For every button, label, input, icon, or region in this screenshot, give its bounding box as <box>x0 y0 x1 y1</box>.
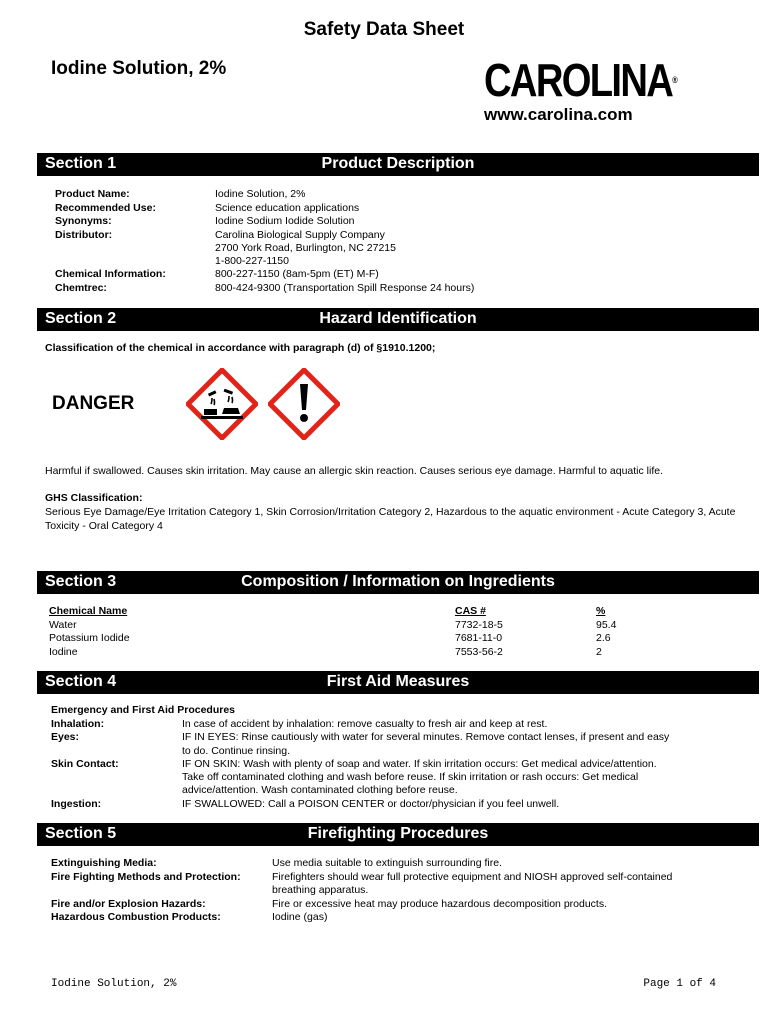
section-1-title: Product Description <box>321 155 475 172</box>
ingredient-percent: 95.4 <box>596 619 617 631</box>
column-header-percent: % <box>596 605 606 617</box>
section-1-header <box>37 153 759 176</box>
signal-word: DANGER <box>52 393 135 414</box>
ingredient-cas: 7553-56-2 <box>455 646 503 658</box>
section-5-header <box>37 823 759 846</box>
section-3-title: Composition / Information on Ingredients <box>241 573 555 590</box>
first-aid-eyes-line2: to do. Continue rinsing. <box>182 745 290 757</box>
ghs-classification-label: GHS Classification: <box>45 492 143 504</box>
section-5-title: Firefighting Procedures <box>307 825 489 842</box>
section-1-number: Section 1 <box>45 155 117 172</box>
label-eyes: Eyes: <box>51 731 80 743</box>
section-4-number: Section 4 <box>45 673 117 690</box>
logo-url: www.carolina.com <box>484 105 633 124</box>
classification-statement: Classification of the chemical in accordance with paragraph (d) of §1910.1200; <box>45 342 436 354</box>
value-chemtrec: 800-424-9300 (Transportation Spill Response 24 hours) <box>215 282 475 294</box>
label-hazardous-combustion: Hazardous Combustion Products: <box>51 911 221 923</box>
footer-page-number: Page 1 of 4 <box>643 978 716 990</box>
value-fire-fighting-line2: breathing apparatus. <box>272 884 369 896</box>
value-synonyms: Iodine Sodium Iodide Solution <box>215 215 355 227</box>
label-chemical-information: Chemical Information: <box>55 268 166 280</box>
ingredient-percent: 2 <box>596 646 602 658</box>
section-3-number: Section 3 <box>45 573 117 590</box>
hazard-statement: Harmful if swallowed. Causes skin irritation. May cause an allergic skin reaction. Causes serious eye damage. Harmful to aquatic life. <box>45 465 664 477</box>
section-2-number: Section 2 <box>45 310 117 327</box>
first-aid-eyes-line1: IF IN EYES: Rinse cautiously with water for several minutes. Remove contact lenses, if present and easy <box>182 731 670 743</box>
label-extinguishing-media: Extinguishing Media: <box>51 857 157 869</box>
value-product-name: Iodine Solution, 2% <box>215 188 306 200</box>
logo-wordmark: CAROLINA <box>484 54 673 106</box>
ghs-classification-text: Serious Eye Damage/Eye Irritation Category 1, Skin Corrosion/Irritation Category 2, Hazardous to the aquatic environment - Acute Category 3, Acute Toxicity - Oral Category 4 <box>45 506 736 532</box>
column-header-cas: CAS # <box>455 605 486 617</box>
section-4-header <box>37 671 759 694</box>
value-distributor-phone: 1-800-227-1150 <box>215 255 289 267</box>
exclamation-icon <box>268 368 340 440</box>
ingredient-cas: 7732-18-5 <box>455 619 503 631</box>
label-distributor: Distributor: <box>55 229 113 241</box>
ingredient-cas: 7681-11-0 <box>455 632 503 644</box>
carolina-logo <box>484 54 678 125</box>
label-fire-explosion-hazards: Fire and/or Explosion Hazards: <box>51 898 206 910</box>
value-fire-fighting-line1: Firefighters should wear full protective equipment and NIOSH approved self-contained <box>272 871 673 883</box>
section-3-header <box>37 571 759 594</box>
first-aid-skin-line2: Take off contaminated clothing and wash before reuse. If skin irritation or rash occurs: Get medical <box>182 771 639 783</box>
label-inhalation: Inhalation: <box>51 718 105 730</box>
label-synonyms: Synonyms: <box>55 215 112 227</box>
value-chemical-information: 800-227-1150 (8am-5pm (ET) M-F) <box>215 268 379 280</box>
ingredient-name: Iodine <box>49 646 78 658</box>
label-chemtrec: Chemtrec: <box>55 282 107 294</box>
value-hazardous-combustion: Iodine (gas) <box>272 911 328 923</box>
product-title: Iodine Solution, 2% <box>51 58 227 79</box>
first-aid-ingestion: IF SWALLOWED: Call a POISON CENTER or doctor/physician if you feel unwell. <box>182 798 560 810</box>
section-2-header <box>37 308 759 331</box>
document-title: Safety Data Sheet <box>303 19 465 40</box>
value-extinguishing-media: Use media suitable to extinguish surrounding fire. <box>272 857 502 869</box>
ingredient-name: Potassium Iodide <box>49 632 130 644</box>
first-aid-skin-line3: advice/attention. Wash contaminated clothing before reuse. <box>182 784 458 796</box>
label-ingestion: Ingestion: <box>51 798 102 810</box>
first-aid-inhalation: In case of accident by inhalation: remove casualty to fresh air and keep at rest. <box>182 718 548 730</box>
section-2-title: Hazard Identification <box>319 310 477 327</box>
corrosion-icon <box>186 368 258 440</box>
first-aid-subtitle: Emergency and First Aid Procedures <box>51 704 236 716</box>
ingredient-percent: 2.6 <box>596 632 611 644</box>
column-header-chemical-name: Chemical Name <box>49 605 128 617</box>
ingredient-name: Water <box>49 619 77 631</box>
value-recommended-use: Science education applications <box>215 202 360 214</box>
section-5-number: Section 5 <box>45 825 117 842</box>
first-aid-skin-line1: IF ON SKIN: Wash with plenty of soap and water. If skin irritation occurs: Get medical advice/attention. <box>182 758 657 770</box>
value-fire-explosion-hazards: Fire or excessive heat may produce hazardous decomposition products. <box>272 898 608 910</box>
value-distributor-address: 2700 York Road, Burlington, NC 27215 <box>215 242 396 254</box>
footer-product-name: Iodine Solution, 2% <box>51 978 177 990</box>
section-4-title: First Aid Measures <box>326 673 470 690</box>
label-fire-fighting-methods: Fire Fighting Methods and Protection: <box>51 871 241 883</box>
label-recommended-use: Recommended Use: <box>55 202 156 214</box>
label-skin-contact: Skin Contact: <box>51 758 119 770</box>
value-distributor-name: Carolina Biological Supply Company <box>215 229 385 241</box>
label-product-name: Product Name: <box>55 188 130 200</box>
logo-registered-mark: ® <box>672 75 678 85</box>
